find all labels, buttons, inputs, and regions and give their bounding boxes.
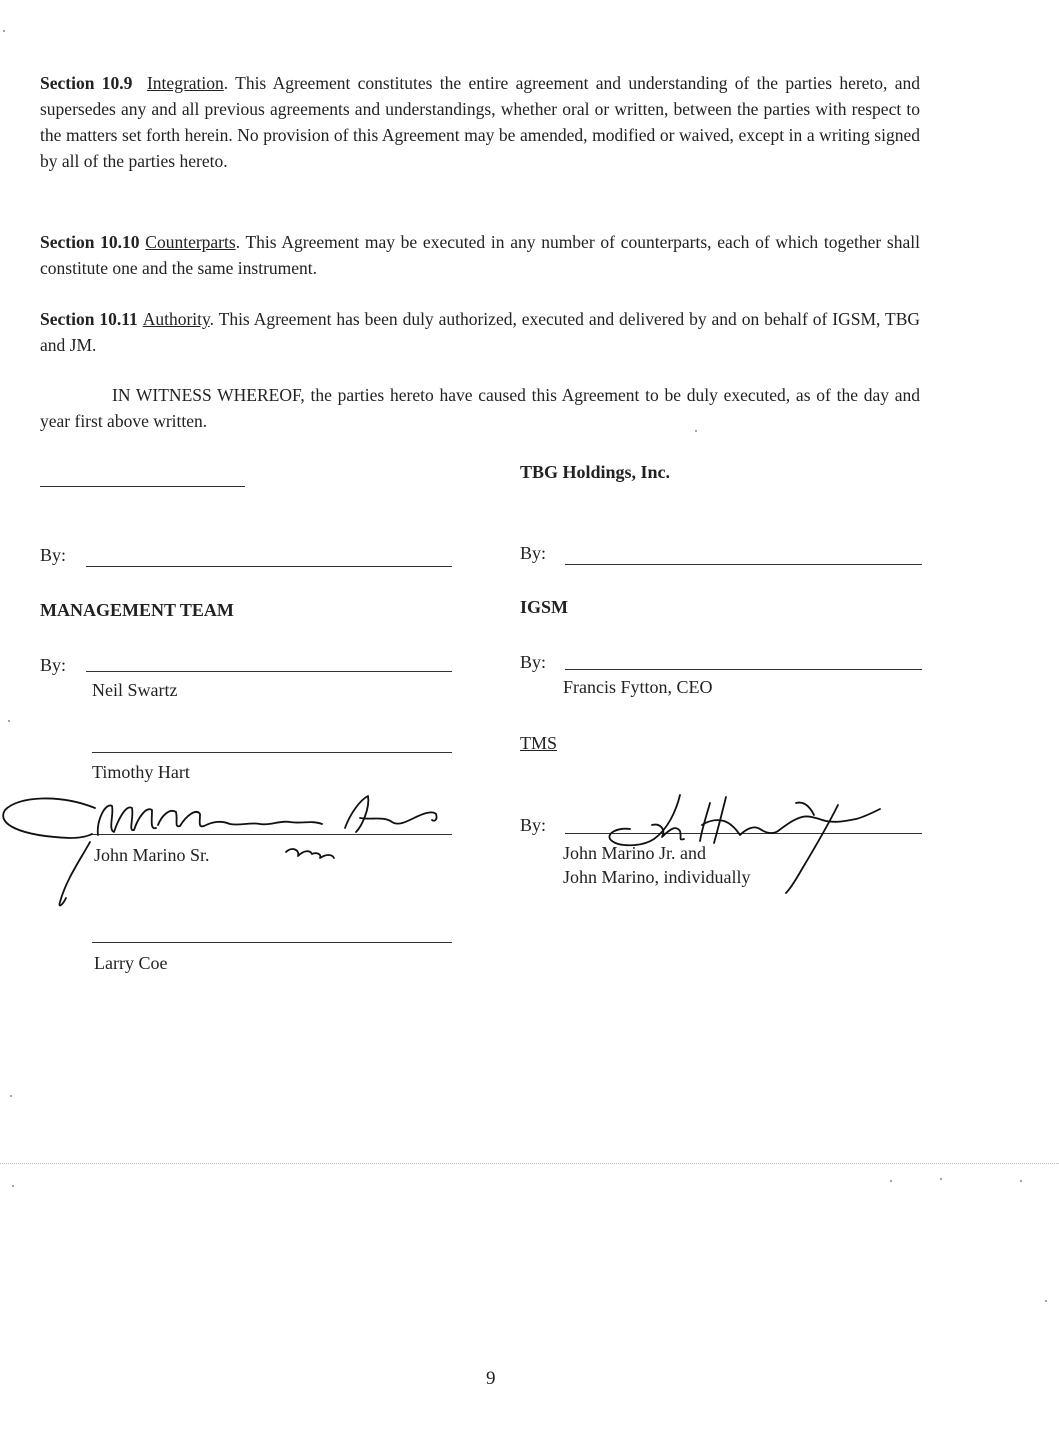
scan-speck [10, 1095, 12, 1097]
igsm-heading: IGSM [520, 597, 569, 617]
section-10-9 [40, 70, 920, 174]
signer-name-timothy-hart: Timothy Hart [92, 762, 190, 782]
by-label: By: [40, 655, 67, 675]
signer-name-larry-coe: Larry Coe [94, 953, 168, 973]
section-text: . This Agreement has been duly authorized, executed and delivered by and on behalf of IGSM, TBG and JM. [40, 309, 921, 355]
scan-speck [12, 1185, 14, 1187]
by-label: By: [520, 815, 547, 835]
signer-name-john-marino-jr: John Marino Jr. and [563, 843, 706, 863]
tms-heading: TMS [520, 733, 558, 753]
section-heading: Authority [142, 309, 210, 329]
section-number: Section 10.9 [40, 73, 133, 93]
section-10-10 [40, 229, 920, 281]
section-text: . This Agreement constitutes the entire agreement and understanding of the parties hereto, and supersedes any and all previous agreements and understandings, whether oral or written, between the parties with respect to the matters set forth herein. No provision of this Agreement may be amended, modified or waived, except in a writing signed by all of the parties hereto. [40, 73, 920, 171]
section-number: Section 10.11 [40, 309, 138, 329]
signature-line [86, 566, 452, 567]
signer-name-francis-fytton: Francis Fytton, CEO [563, 677, 713, 697]
scan-speck [1020, 1180, 1022, 1182]
page-number: 9 [486, 1368, 496, 1389]
by-label: By: [40, 545, 67, 565]
section-heading: Integration [146, 73, 224, 93]
section-heading: Counterparts [145, 232, 236, 252]
handwritten-signature-john-marino-jr [590, 785, 890, 895]
scan-speck [1045, 1300, 1047, 1302]
signature-line [565, 564, 922, 565]
scan-speck [890, 1180, 892, 1182]
tbg-holdings-heading: TBG Holdings, Inc. [520, 462, 671, 482]
by-label: By: [520, 652, 547, 672]
scan-speck [3, 30, 5, 32]
section-number: Section 10.10 [40, 232, 140, 252]
section-text: . This Agreement may be executed in any number of counterparts, each of which together shall constitute one and the same instrument. [40, 232, 920, 278]
signature-line [40, 486, 245, 487]
signature-line [565, 669, 922, 670]
management-team-heading: MANAGEMENT TEAM [40, 600, 234, 620]
scan-fold-line [0, 1163, 1059, 1164]
section-10-11 [40, 306, 920, 358]
by-label: By: [520, 543, 547, 563]
witness-clause: IN WITNESS WHEREOF, the parties hereto have caused this Agreement to be duly executed, as of the day and year first above written. [40, 385, 920, 431]
signer-name-neil-swartz: Neil Swartz [92, 680, 178, 700]
handwritten-signature-john-marino-sr [0, 780, 460, 910]
scan-speck [8, 720, 10, 722]
scan-speck [940, 1178, 942, 1180]
signer-name-john-marino-sr: John Marino Sr. [94, 845, 210, 865]
scan-speck [695, 430, 697, 432]
signer-name-john-marino-individually: John Marino, individually [563, 867, 751, 887]
signature-line [92, 752, 452, 753]
signature-line [86, 671, 452, 672]
signature-line [92, 942, 452, 943]
